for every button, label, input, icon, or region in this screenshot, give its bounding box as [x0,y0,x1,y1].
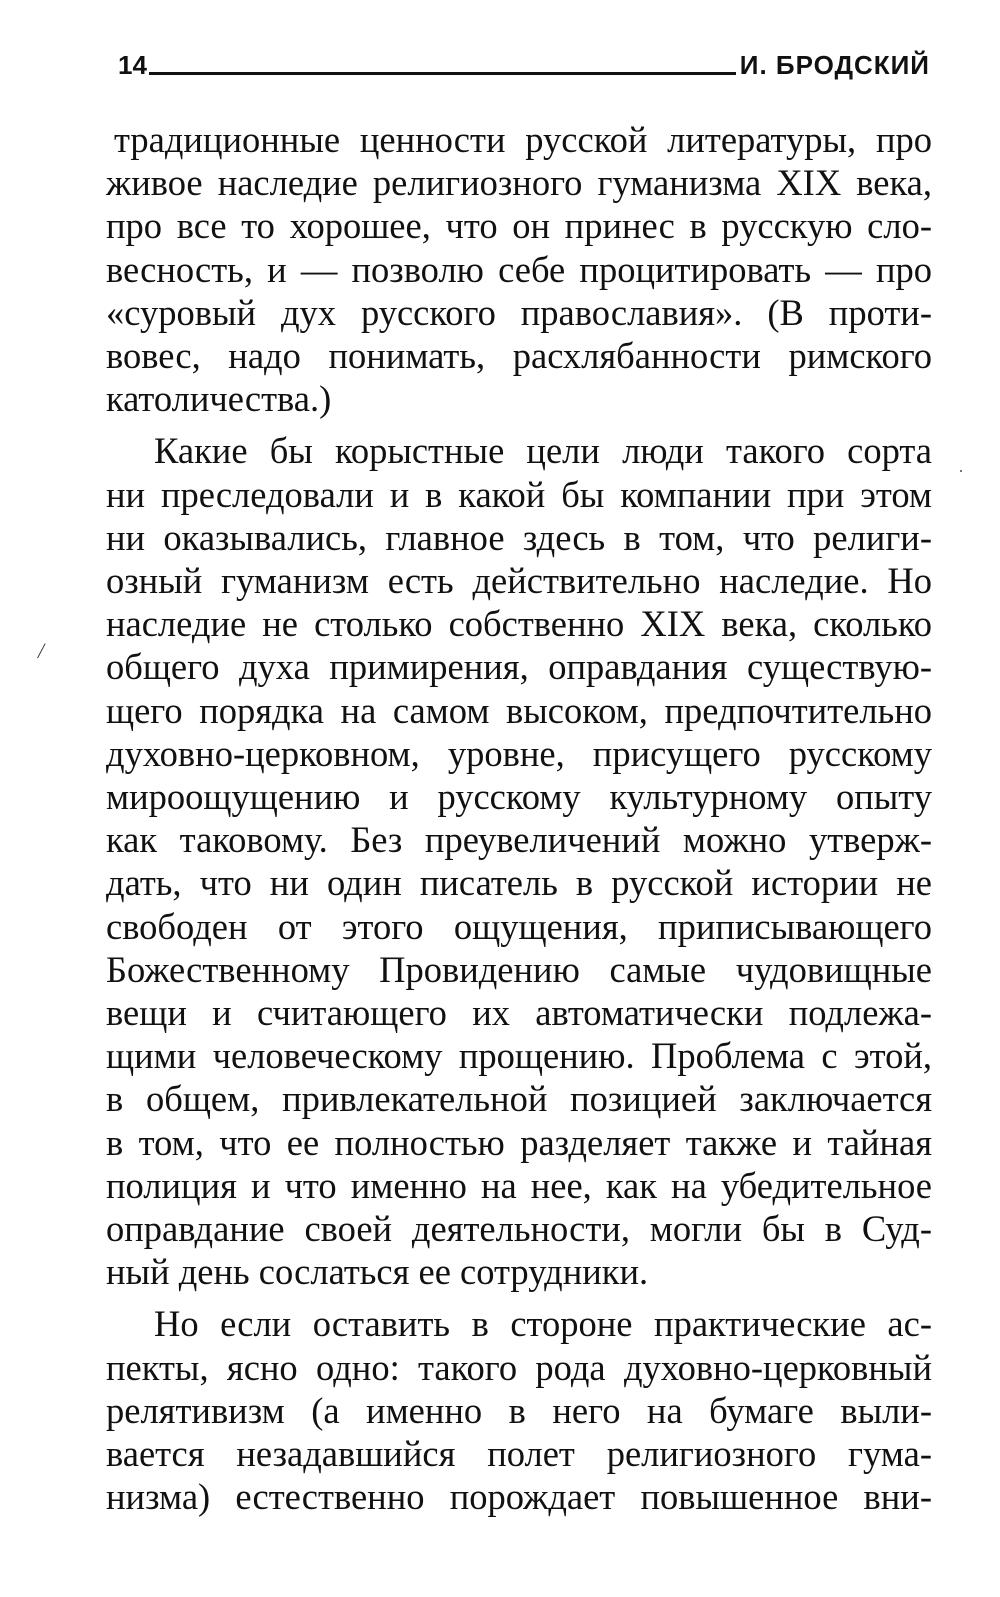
text-line: общего духа примирения, оправдания существую- [106,646,932,688]
text-line: духовно-церковном, уровне, присущего русскому [106,732,932,774]
text-line: дать, что ни один писатель в русской истории не [106,862,932,904]
text-line: щего порядка на самом высоком, предпочтительно [106,689,932,731]
paragraph-2 [106,429,932,1293]
text-line: свободен от этого ощущения, приписывающего [106,905,932,947]
scan-speck [960,470,962,472]
running-head [118,38,930,78]
text-line: в том, что ее полностью разделяет также и тайная [106,1121,932,1163]
paragraph-3 [106,1302,932,1518]
text-line: щими человеческому прощению. Проблема с этой, [106,1035,932,1077]
text-line: ни преследовали и в какой бы компании при этом [106,473,932,515]
text-line: про все то хорошее, что он принес в русскую сло- [106,205,932,247]
page-number: 14 [118,50,147,80]
text-line: озный гуманизм есть действительно наследие. Но [106,560,932,602]
text-line: вовес, надо понимать, расхлябанности римского [106,335,932,377]
text-line: пекты, ясно одно: такого рода духовно-церковный [106,1346,932,1388]
text-line: ный день сослаться ее сотрудники. [106,1251,649,1293]
paragraph-1 [106,118,932,420]
text-line: мироощущению и русскому культурному опыту [106,776,932,818]
text-line: весность, и — позволю себе процитировать — про [106,248,932,290]
text-line: релятивизм (а именно в него на бумаге выли- [106,1389,932,1431]
text-line: Какие бы корыстные цели люди такого сорта [154,430,932,472]
running-title: И. БРОДСКИЙ [739,50,930,80]
text-line: полиция и что именно на нее, как на убедительное [106,1164,932,1206]
text-line: наследие не столько собственно XIX века, сколько [106,603,932,645]
text-line: как таковому. Без преувеличений можно утверж- [106,819,932,861]
text-line: Божественному Провидению самые чудовищные [106,948,932,990]
text-line: живое наследие религиозного гуманизма XIX века, [106,162,932,204]
text-line: традиционные ценности русской литературы, про [114,119,932,160]
text-line: низма) естественно порождает повышенное вни- [106,1476,932,1518]
text-line: вещи и считающего их автоматически подлежа- [106,992,932,1034]
text-line: вается незадавшийся полет религиозного гума- [106,1433,932,1475]
text-line: Но если оставить в стороне практические ас- [154,1303,932,1345]
margin-mark: / [38,638,45,663]
header-rule [149,72,736,75]
text-line: оправдание своей деятельности, могли бы в Суд- [106,1208,932,1250]
text-line: «суровый дух русского православия». (В проти- [106,291,932,333]
body-text [106,118,932,1519]
text-line: католичества.) [106,378,332,420]
text-line: ни оказывались, главное здесь в том, что религи- [106,516,932,558]
text-line: в общем, привлекательной позицией заключается [106,1078,932,1120]
